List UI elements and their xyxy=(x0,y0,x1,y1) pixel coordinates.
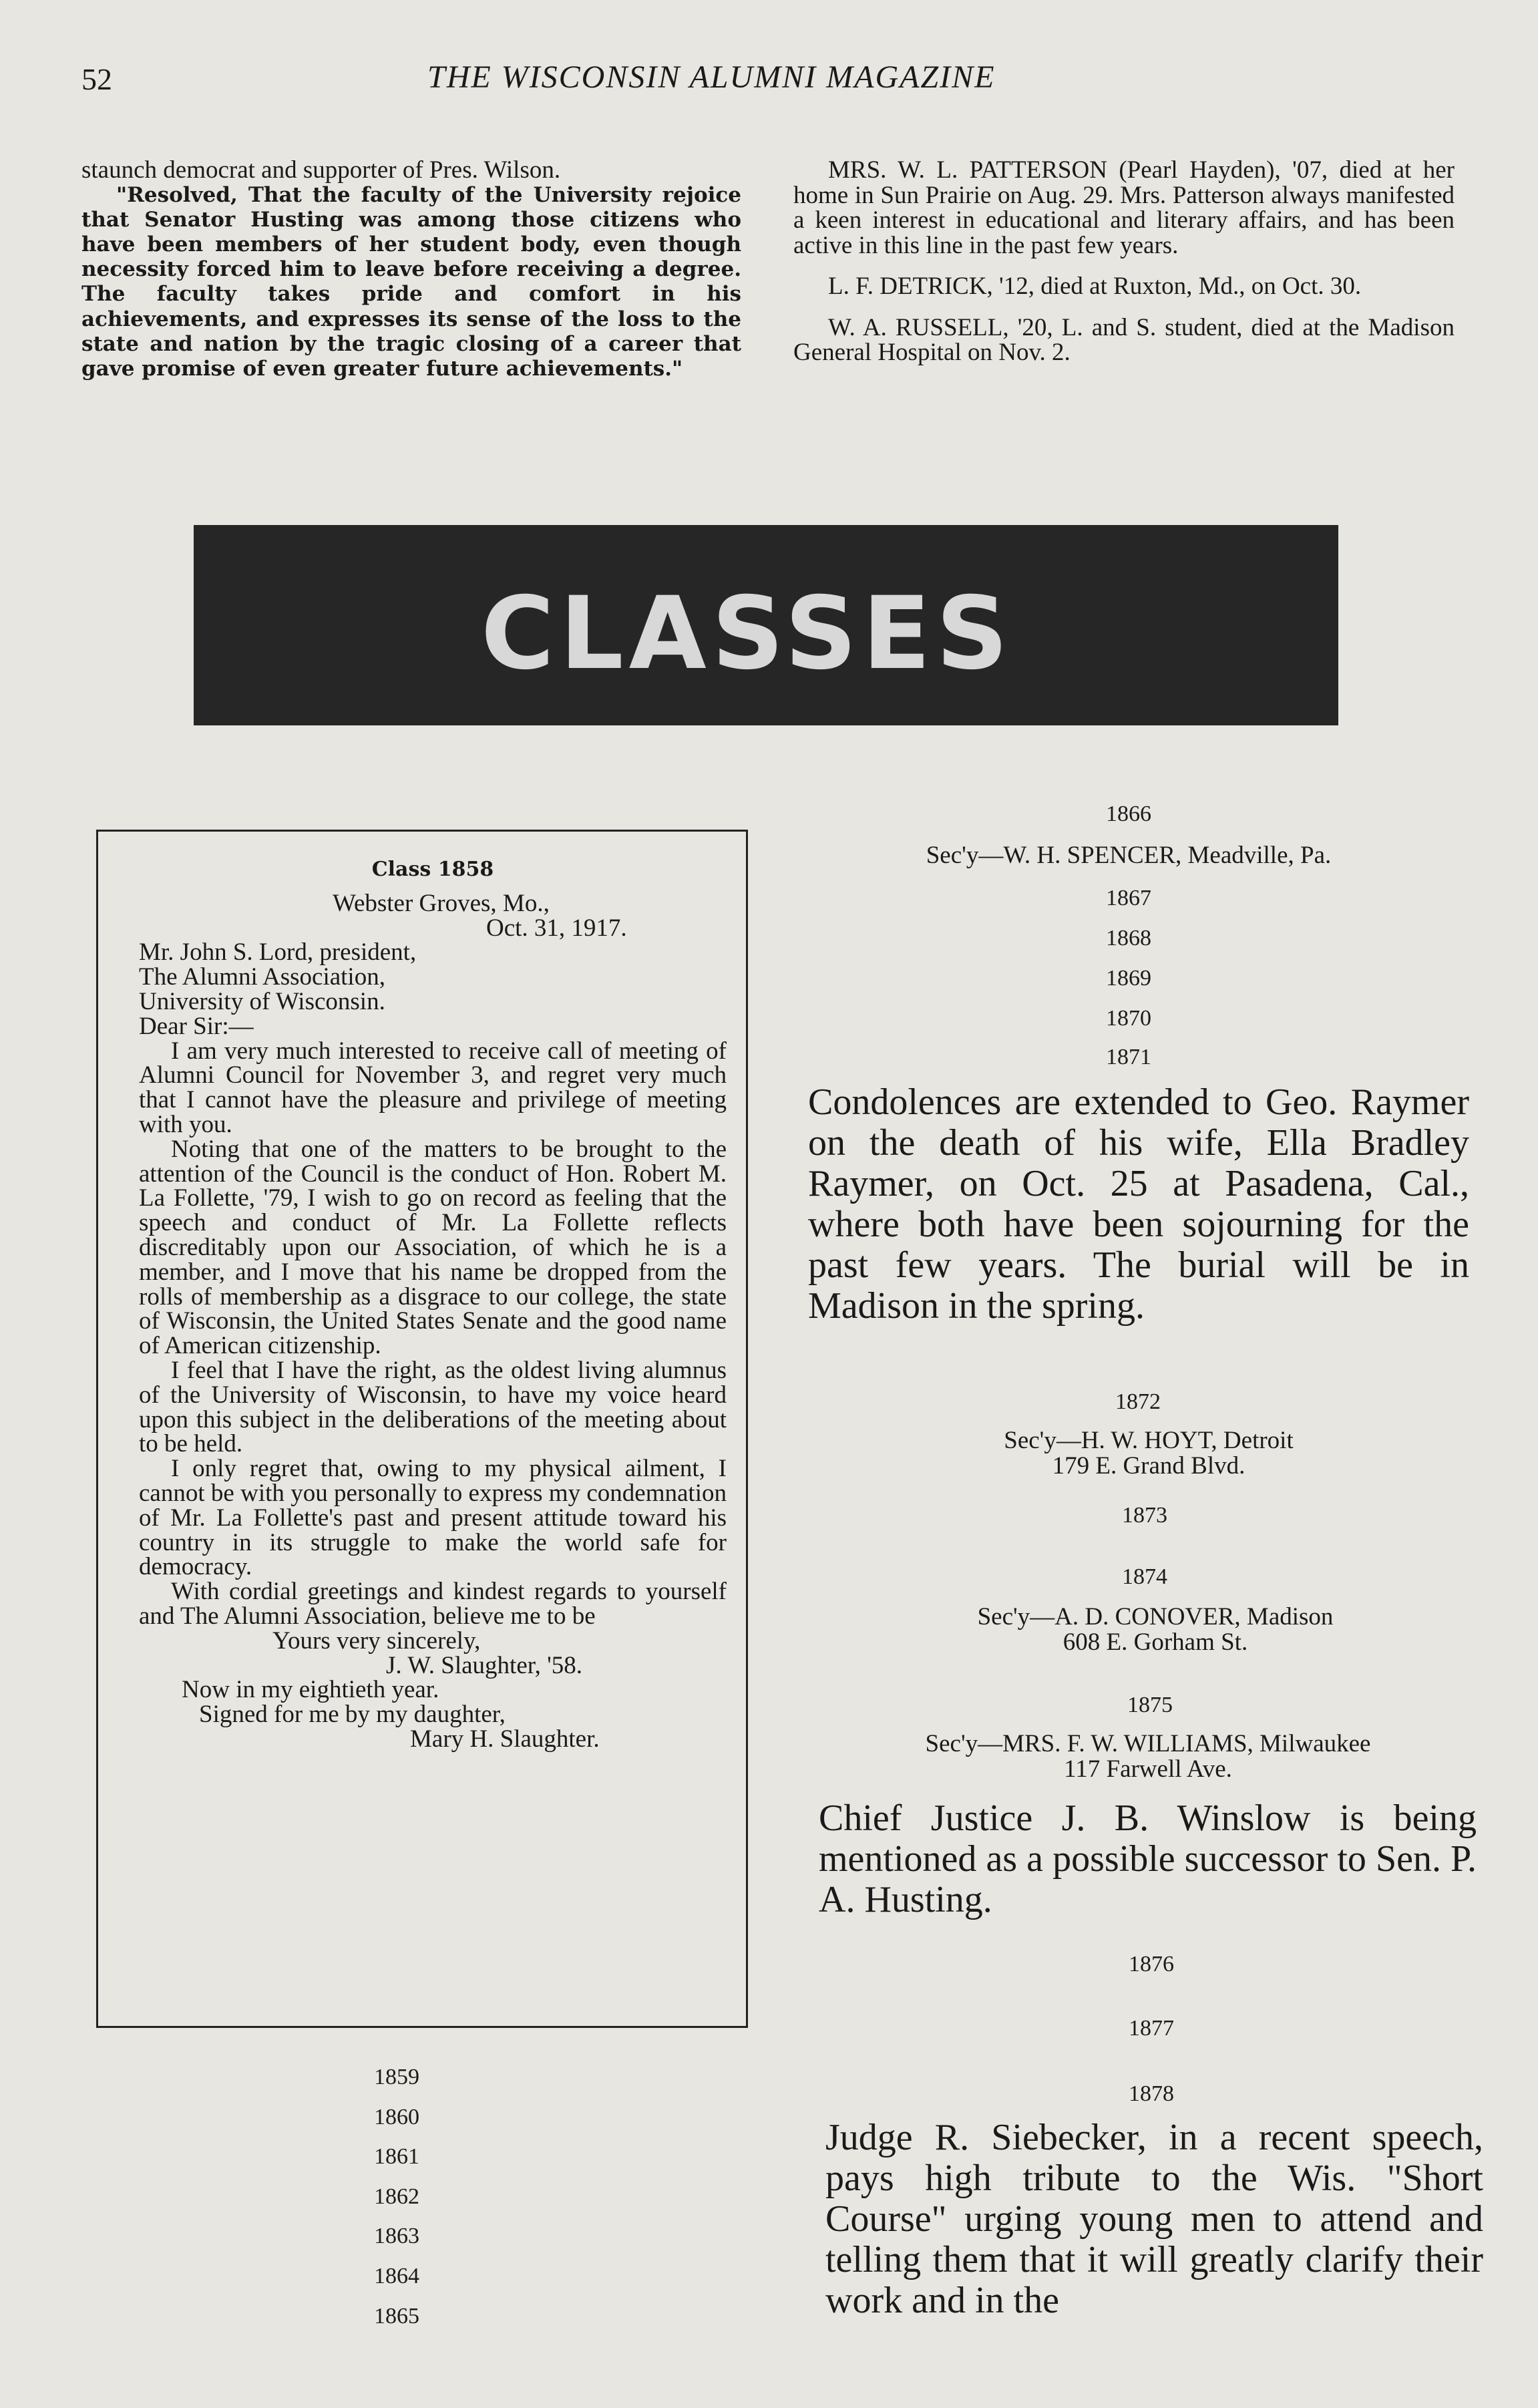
class-year: 1864 xyxy=(374,2263,419,2288)
class-note-1871: Condolences are extended to Geo. Raymer on the death of his wife, Ella Bradley Raymer, on Oct. 25 at Pasadena, Cal., where both have been sojourning for the past few years. The burial will be in Madison in the spring. xyxy=(808,1081,1469,1327)
class-year: 1871 xyxy=(1106,1045,1151,1069)
class-year: 1870 xyxy=(1106,1006,1151,1031)
letter-signature: J. W. Slaughter, '58. xyxy=(386,1651,582,1679)
letter-closing: Yours very sincerely, xyxy=(272,1626,481,1655)
class-year: 1863 xyxy=(374,2224,419,2249)
class-secretary: Sec'y—A. D. CONOVER, Madison xyxy=(977,1603,1334,1630)
class-secretary-address: 608 E. Gorham St. xyxy=(1063,1628,1248,1656)
obituary-column-right xyxy=(793,158,1455,365)
class-year: 1859 xyxy=(374,2065,419,2089)
class-secretary: Sec'y—MRS. F. W. WILLIAMS, Milwaukee xyxy=(925,1730,1371,1757)
class-secretary-address: 117 Farwell Ave. xyxy=(1064,1755,1232,1783)
class-secretary-address: 179 E. Grand Blvd. xyxy=(1052,1452,1245,1480)
class-year: 1865 xyxy=(374,2303,419,2329)
class-1858-letter xyxy=(139,858,727,1752)
class-year: 1875 xyxy=(1127,1693,1173,1717)
obituary-patterson: MRS. W. L. PATTERSON (Pearl Hayden), '07, died at her home in Sun Prairie on Aug. 29. Mrs. Patterson always manifested a keen interest in educational and literary affairs, and has been active in this line in the past few years. xyxy=(793,156,1455,259)
letter-addressee-name: Mr. John S. Lord, president, xyxy=(139,938,417,967)
obituary-continuation: staunch democrat and supporter of Pres. Wilson. xyxy=(81,156,561,184)
letter-date: Oct. 31, 1917. xyxy=(486,914,627,942)
letter-place: Webster Groves, Mo., xyxy=(333,889,550,917)
page-number: 52 xyxy=(81,62,112,96)
class-year: 1860 xyxy=(374,2104,419,2129)
obituary-detrick: L. F. DETRICK, '12, died at Ruxton, Md., on Oct. 30. xyxy=(828,273,1362,300)
class-year: 1878 xyxy=(1129,2081,1174,2106)
letter-salutation: Dear Sir:— xyxy=(139,1012,254,1040)
letter-paragraph: I feel that I have the right, as the oldest living alumnus of the University of Wisconsin, to have my voice heard upon this subject in the deliberations of the meeting about to be held. xyxy=(139,1356,727,1458)
class-year: 1869 xyxy=(1106,966,1151,991)
letter-addressee-org: The Alumni Association, xyxy=(139,963,385,991)
class-year: 1866 xyxy=(1106,802,1151,826)
letter-paragraph: I am very much interested to receive call of meeting of Alumni Council for November 3, and regret very much that I cannot have the pleasure and privilege of meeting with you. xyxy=(139,1037,727,1138)
class-year: 1861 xyxy=(374,2144,419,2170)
class-year: 1876 xyxy=(1129,1952,1174,1976)
class-year: 1872 xyxy=(1115,1389,1161,1414)
class-year: 1877 xyxy=(1129,2016,1174,2041)
class-note-1878: Judge R. Siebecker, in a recent speech, pays high tribute to the Wis. "Short Course" urging young men to attend and telling them that it will greatly clarify their work and in the xyxy=(825,2117,1483,2321)
class-year: 1868 xyxy=(1106,926,1151,951)
class-year: 1867 xyxy=(1106,886,1151,910)
class-year: 1862 xyxy=(374,2184,419,2209)
letter-addressee-university: University of Wisconsin. xyxy=(139,987,385,1015)
faculty-resolution: "Resolved, That the faculty of the University rejoice that Senator Husting was among those citizens who have been members of her student body, even though necessity forced him to leave before receiving a degree. The faculty takes pride and comfort in his achievements, and expresses its sense of the loss to the state and nation by the tragic closing of a career that gave promise of even greater future achievements." xyxy=(81,182,741,381)
obituary-russell: W. A. RUSSELL, '20, L. and S. student, died at the Madison General Hospital on Nov. 2. xyxy=(793,313,1455,366)
letter-postscript: Signed for me by my daughter, xyxy=(199,1701,506,1729)
class-note-1875: Chief Justice J. B. Winslow is being mentioned as a possible successor to Sen. P. A. Husting. xyxy=(819,1797,1477,1920)
letter-paragraph: Noting that one of the matters to be brought to the attention of the Council is the conduct of Hon. Robert M. La Follette, '79, I wish to go on record as feeling that the speech and conduct of Mr. La Follette reflects discreditably upon our Association, of which he is a member, and I move that his name be dropped from the rolls of membership as a disgrace to our college, the state of Wisconsin, the United States Senate and the good name of American citizenship. xyxy=(139,1135,727,1360)
letter-postscript: Mary H. Slaughter. xyxy=(410,1725,600,1753)
obituary-column-left xyxy=(81,158,741,381)
letter-postscript: Now in my eightieth year. xyxy=(182,1676,439,1704)
class-year: 1873 xyxy=(1122,1503,1167,1528)
letter-paragraph: With cordial greetings and kindest regards to yourself and The Alumni Association, believe me to be xyxy=(139,1578,727,1630)
class-secretary: Sec'y—W. H. SPENCER, Meadville, Pa. xyxy=(926,842,1332,869)
classes-banner-title: CLASSES xyxy=(481,576,1014,692)
letter-paragraph: I only regret that, owing to my physical ailment, I cannot be with you personally to express my condemnation of Mr. La Follette's past and present attitude toward his country in its struggle to make the world safe for democracy. xyxy=(139,1455,727,1581)
letter-heading: Class 1858 xyxy=(371,858,494,881)
running-head: THE WISCONSIN ALUMNI MAGAZINE xyxy=(427,59,996,95)
class-secretary: Sec'y—H. W. HOYT, Detroit xyxy=(1004,1427,1294,1454)
class-year-list xyxy=(374,2057,521,2336)
class-year: 1874 xyxy=(1122,1564,1167,1589)
